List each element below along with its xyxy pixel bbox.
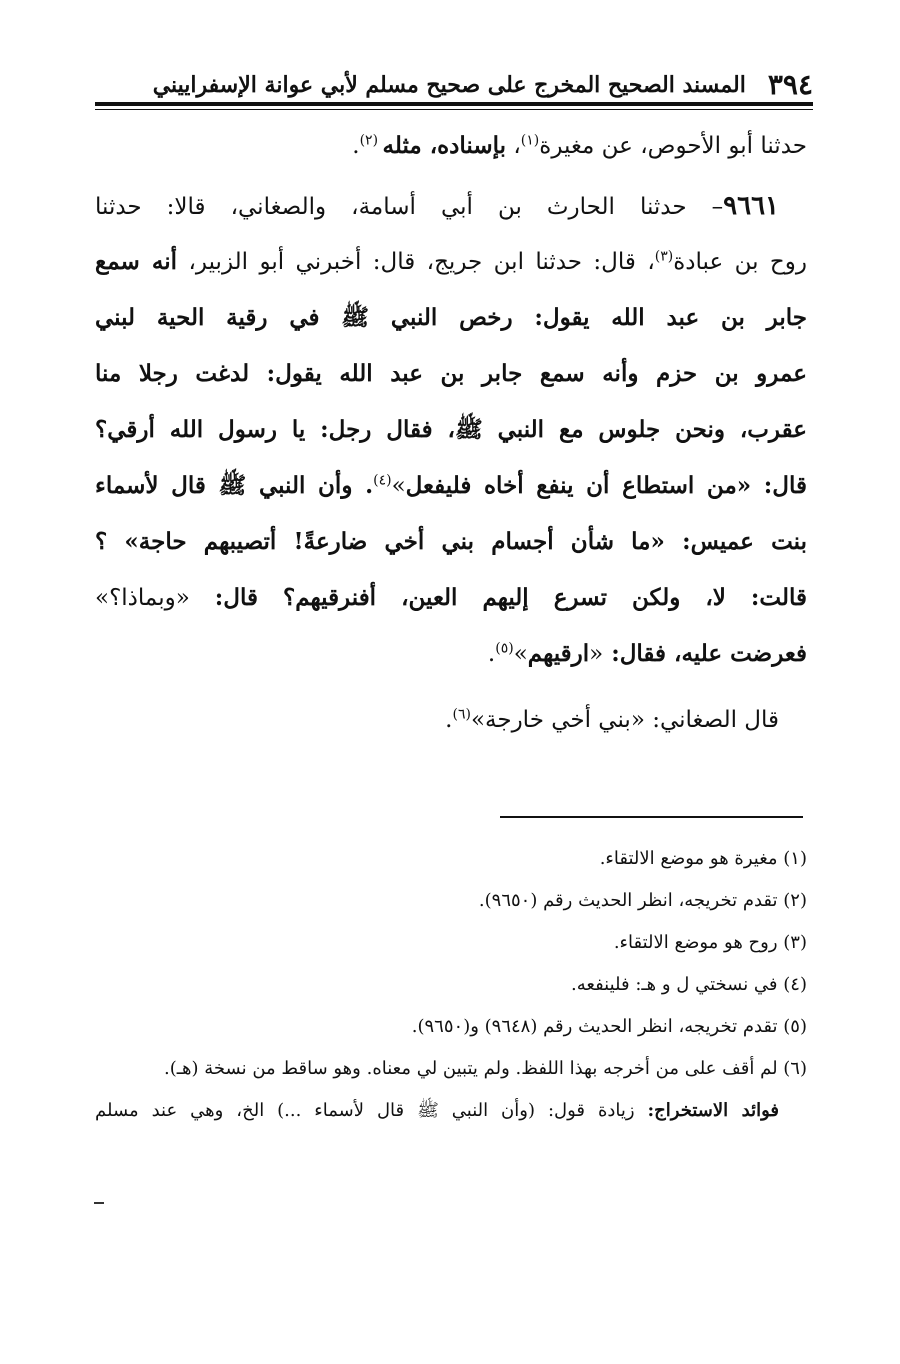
footnote-2: (٢) تقدم تخريجه، انظر الحديث رقم (٩٦٥٠). [478,890,807,911]
text-line-9 [95,570,807,626]
text-run: حدثنا أبو الأحوص، عن مغيرة [539,133,807,159]
footnote-separator [500,816,803,818]
text-run-bold: أنه سمع [95,248,178,275]
text-run: » ؟ [95,528,139,555]
text-run: بنت عميس: « [650,528,807,555]
footnote-3: (٣) روح هو موضع الالتقاء. [613,932,807,953]
header-rule-thick [95,102,813,106]
text-run: « [589,641,604,667]
benefits-label: فوائد الاستخراج: [647,1100,779,1121]
text-run: . [445,707,453,733]
footnote-ref-2: (٢) [359,132,383,149]
footnote-6: (٦) لم أقف على من أخرجه بهذا اللفظ. ولم يتبين لي معناه. وهو ساقط من نسخة (هـ). [164,1058,807,1079]
text-line-1 [95,118,807,174]
text-run: . [352,133,360,159]
text-line-8 [95,514,807,570]
footnotes [95,838,807,1132]
text-line-7 [95,458,807,514]
footnote-4: (٤) في نسختي ل و هـ: فلينفعه. [571,974,807,995]
footnote-ref-1: (١) [520,132,540,149]
footnote-ref-5: (٥) [495,640,514,657]
benefits-text: زيادة قول: (وأن النبي ﷺ قال لأسماء ...) الخ، وهي عند مسلم [95,1100,648,1121]
text-run: فعرضت عليه، فقال: [603,640,807,667]
text-run: ارقيهم [527,640,590,667]
text-line-3 [95,234,807,290]
footnote-ref-6: (٦) [452,706,471,723]
running-title: المسند الصحيح المخرج على صحيح مسلم لأبي عوانة الإسفراييني [152,72,746,98]
page-number: ٣٩٤ [767,68,813,101]
text-run: ، [506,133,521,159]
footnote-ref-3: (٣) [654,248,674,265]
page-header [95,62,813,102]
text-line-5: عمرو بن حزم وأنه سمع جابر بن عبد الله يقول: لدغت رجلا منا [95,360,807,387]
text-run: . وأن النبي ﷺ قال لأسماء [95,472,374,499]
footnote-5: (٥) تقدم تخريجه، انظر الحديث رقم (٩٦٤٨) و(٩٦٥٠). [411,1016,807,1037]
text-run: قال: « [736,472,807,499]
text-line-6: عقرب، ونحن جلوس مع النبي ﷺ، فقال رجل: يا رسول الله أرقي؟ [95,416,807,443]
text-run-bold: بإسناده، مثله [382,132,507,159]
text-run: قالت: لا، ولكن تسرع إليهم العين، أفنرقيهم؟ قال: [189,584,807,611]
text-run: . [487,641,496,667]
text-run: من استطاع أن ينفع أخاه فليفعل [405,472,737,499]
text-run: روح بن عبادة [673,249,807,275]
main-text [95,118,807,748]
text-run: «وبماذا؟» [95,585,190,611]
text-run: ما شأن أجسام بني أخي ضارعةً! أتصيبهم حاجة [138,528,651,555]
text-line-4: جابر بن عبد الله يقول: رخص النبي ﷺ في رقية الحية لبني [95,304,807,331]
text-run: قال الصغاني: «بني أخي خارجة» [470,707,779,733]
text-line-2 [95,178,807,234]
benefits-note [95,1090,807,1132]
hadith-number: ٩٦٦١ [723,191,779,221]
text-run: ، قال: حدثنا ابن جريج، قال: أخبرني أبو الزبير، [177,249,655,275]
header-rule-thin [95,109,813,110]
footnote-ref-4: (٤) [373,472,392,489]
text-run: » [391,473,406,499]
footnote-1: (١) مغيرة هو موضع الالتقاء. [599,848,807,869]
text-line-10 [95,626,807,682]
text-line-11 [95,692,807,748]
text-run: » [513,641,528,667]
continuation-dash [94,1202,104,1204]
text-run: – حدثنا الحارث بن أبي أسامة، والصغاني، قالا: حدثنا [95,194,724,220]
